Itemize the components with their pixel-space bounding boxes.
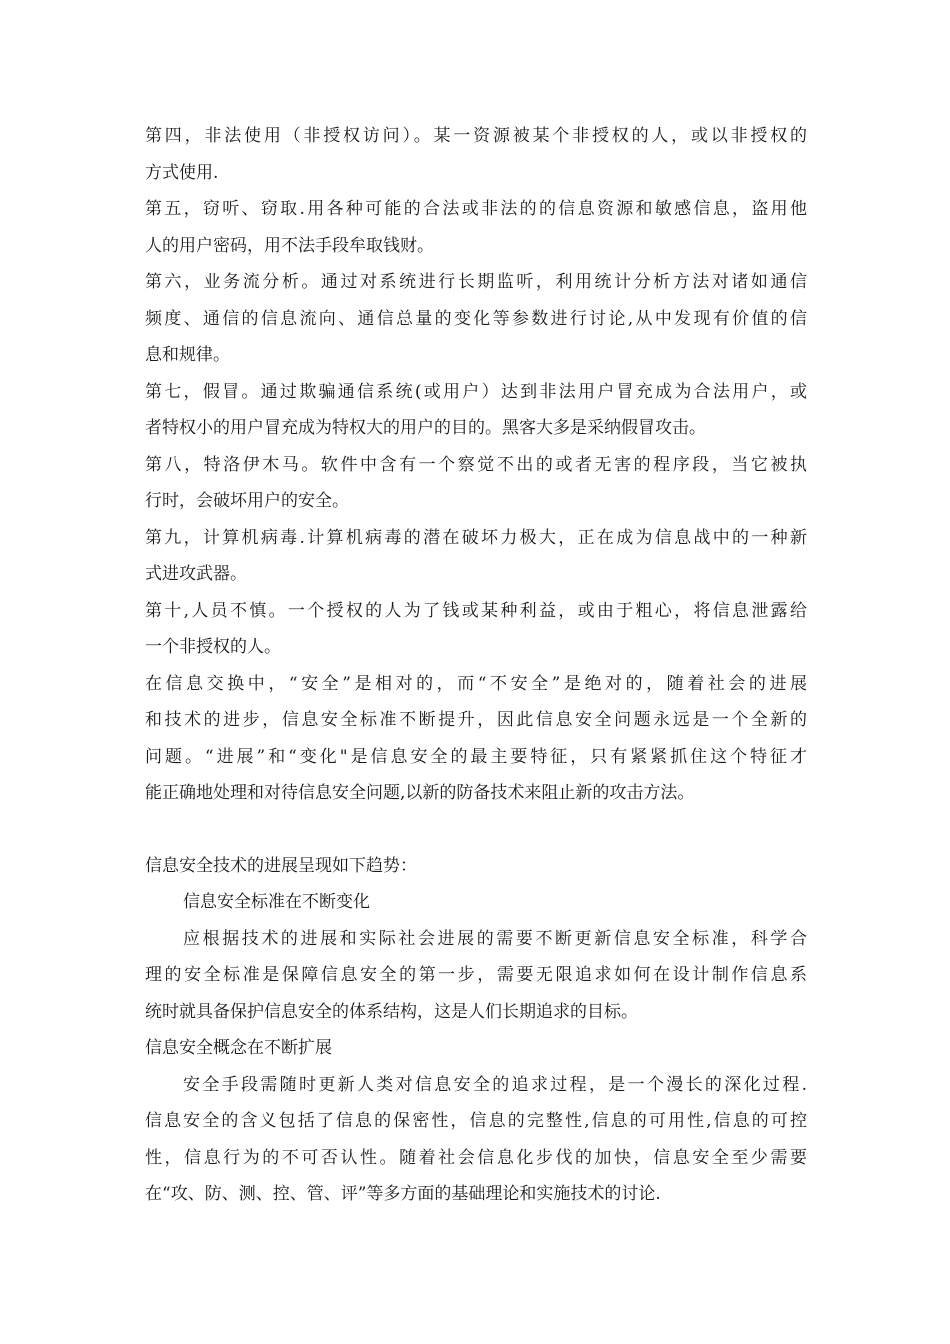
paragraph-line: 统时就具备保护信息安全的体系结构，这是人们长期追求的目标。 bbox=[145, 1001, 638, 1022]
paragraph-line: 能正确地处理和对待信息安全问题,以新的防备技术来阻止新的攻击方法。 bbox=[145, 783, 695, 803]
paragraph-line: 和技术的进步，信息安全标准不断提升，因此信息安全问题永远是一个全新的 bbox=[145, 710, 807, 730]
paragraph-line: 在“攻、防、测、控、管、评”等多方面的基础理论和实施技术的讨论. bbox=[145, 1184, 661, 1204]
paragraph-line: 性，信息行为的不可否认性。随着社会信息化步伐的加快，信息安全至少需要 bbox=[145, 1147, 807, 1168]
paragraph-line: 第四，非法使用（非授权访问）。某一资源被某个非授权的人，或以非授权的 bbox=[145, 126, 807, 146]
paragraph-line: 问题。“进展”和“变化"是信息安全的最主要特征，只有紧紧抓住这个特征才 bbox=[145, 746, 807, 767]
paragraph-line: 应根据技术的进展和实际社会进展的需要不断更新信息安全标准，科学合 bbox=[183, 928, 807, 949]
paragraph-line: 息和规律。 bbox=[145, 345, 230, 365]
paragraph-line: 人的用户密码，用不法手段牟取钱财。 bbox=[145, 235, 434, 256]
paragraph-line: 信息安全的含义包括了信息的保密性，信息的完整性,信息的可用性,信息的可控 bbox=[145, 1111, 807, 1131]
paragraph-line: 安全手段需随时更新人类对信息安全的追求过程，是一个漫长的深化过程. bbox=[183, 1074, 807, 1095]
paragraph-line: 方式使用. bbox=[145, 162, 219, 183]
paragraph-line: 第七，假冒。通过欺骗通信系统(或用户）达到非法用户冒充成为合法用户，或 bbox=[145, 381, 807, 402]
section-heading: 信息安全标准在不断变化 bbox=[183, 892, 370, 912]
section-heading: 信息安全概念在不断扩展 bbox=[145, 1038, 332, 1058]
blank-line bbox=[145, 812, 807, 848]
document-page bbox=[145, 118, 807, 1213]
paragraph-line: 式进攻武器。 bbox=[145, 564, 247, 584]
paragraph-line: 行时，会破坏用户的安全。 bbox=[145, 491, 349, 511]
paragraph-line: 第九，计算机病毒.计算机病毒的潜在破坏力极大，正在成为信息战中的一种新 bbox=[145, 527, 807, 548]
paragraph-line: 者特权小的用户冒充成为特权大的用户的目的。黑客大多是采纳假冒攻击。 bbox=[145, 418, 706, 438]
section-intro: 信息安全技术的进展呈现如下趋势： bbox=[145, 855, 417, 876]
paragraph-line: 第五，窃听、窃取.用各种可能的合法或非法的的信息资源和敏感信息，盗用他 bbox=[145, 199, 807, 219]
paragraph-line: 一个非授权的人。 bbox=[145, 637, 281, 657]
paragraph-line: 第十,人员不慎。一个授权的人为了钱或某种利益，或由于粗心，将信息泄露给 bbox=[145, 600, 807, 621]
paragraph-line: 第六，业务流分析。通过对系统进行长期监听，利用统计分析方法对诸如通信 bbox=[145, 272, 807, 292]
paragraph-line: 第八，特洛伊木马。软件中含有一个察觉不出的或者无害的程序段，当它被执 bbox=[145, 454, 807, 475]
paragraph-line: 频度、通信的信息流向、通信总量的变化等参数进行讨论,从中发现有价值的信 bbox=[145, 308, 807, 329]
paragraph-line: 在信息交换中，“安全”是相对的，而“不安全”是绝对的，随着社会的进展 bbox=[145, 673, 807, 694]
paragraph-line: 理的安全标准是保障信息安全的第一步，需要无限追求如何在设计制作信息系 bbox=[145, 965, 807, 985]
